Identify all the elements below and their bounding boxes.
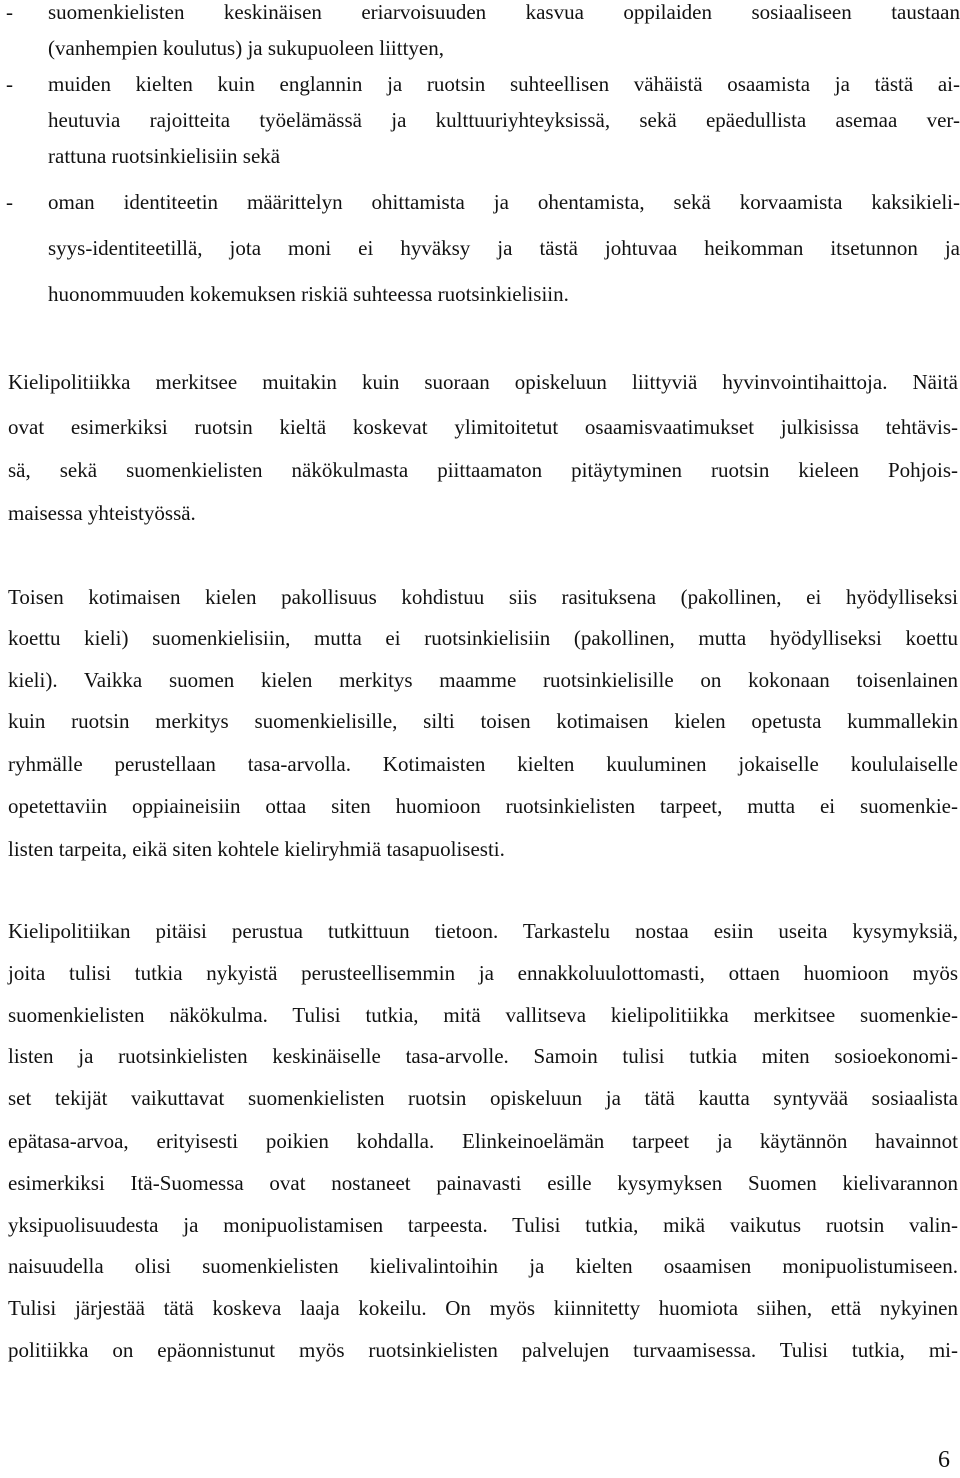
paragraph-line: Tulisi järjestää tätä koskeva laaja kokeilu. On myös kiinnitetty huomiota siihen, että nykyinen — [8, 1296, 958, 1320]
paragraph-line: koettu kieli) suomenkielisiin, mutta ei ruotsinkielisiin (pakollinen, mutta hyödylliseksi koettu — [8, 626, 958, 650]
bullet-marker: - — [6, 0, 13, 24]
paragraph-line: suomenkielisten näkökulma. Tulisi tutkia, mitä vallitseva kielipolitiikka merkitsee suomenkie- — [8, 1003, 958, 1027]
bullet-line: muiden kielten kuin englannin ja ruotsin suhteellisen vähäistä osaamista ja tästä ai- — [48, 72, 960, 96]
paragraph-line: maisessa yhteistyössä. — [8, 501, 196, 525]
bullet-line: oman identiteetin määrittelyn ohittamista ja ohentamista, sekä korvaamista kaksikieli- — [48, 190, 960, 214]
bullet-line: suomenkielisten keskinäisen eriarvoisuuden kasvua oppilaiden sosiaaliseen taustaan — [48, 0, 960, 24]
page-number: 6 — [938, 1447, 950, 1473]
bullet-line: huonommuuden kokemuksen riskiä suhteessa ruotsinkielisiin. — [48, 282, 569, 306]
bullet-marker: - — [6, 190, 13, 214]
paragraph-line: kieli). Vaikka suomen kielen merkitys maamme ruotsinkielisille on kokonaan toisenlainen — [8, 668, 958, 692]
bullet-line: heutuvia rajoitteita työelämässä ja kulttuuriyhteyksissä, sekä epäedullista asemaa ver- — [48, 108, 960, 132]
paragraph-line: kuin ruotsin merkitys suomenkielisille, silti toisen kotimaisen kielen opetusta kummallekin — [8, 709, 958, 733]
bullet-marker: - — [6, 72, 13, 96]
paragraph-line: esimerkiksi Itä-Suomessa ovat nostaneet painavasti esille kysymyksen Suomen kielivarannon — [8, 1171, 958, 1195]
paragraph-line: listen ja ruotsinkielisten keskinäiselle tasa-arvolle. Samoin tulisi tutkia miten sosioekonomi- — [8, 1044, 958, 1068]
paragraph-line: naisuudella olisi suomenkielisten kielivalintoihin ja kielten osaamisen monipuolistumiseen. — [8, 1254, 958, 1278]
paragraph-line: politiikka on epäonnistunut myös ruotsinkielisten palvelujen turvaamisessa. Tulisi tutkia, mi- — [8, 1338, 958, 1362]
paragraph-line: joita tulisi tutkia nykyistä perusteellisemmin ja ennakkoluulottomasti, ottaen huomioon myös — [8, 961, 958, 985]
paragraph-line: opetettaviin oppiaineisiin ottaa siten huomioon ruotsinkielisten tarpeet, mutta ei suomenkie- — [8, 794, 958, 818]
paragraph-line: set tekijät vaikuttavat suomenkielisten ruotsin opiskeluun ja tätä kautta syntyvää sosiaalista — [8, 1086, 958, 1110]
paragraph-line: listen tarpeita, eikä siten kohtele kieliryhmiä tasapuolisesti. — [8, 837, 505, 861]
paragraph-line: Kielipolitiikka merkitsee muitakin kuin suoraan opiskeluun liittyviä hyvinvointihaittoja. Näitä — [8, 370, 958, 394]
paragraph-line: Toisen kotimaisen kielen pakollisuus kohdistuu siis rasituksena (pakollinen, ei hyödylliseksi — [8, 585, 958, 609]
paragraph-line: ovat esimerkiksi ruotsin kieltä koskevat ylimitoitetut osaamisvaatimukset julkisissa tehtävis- — [8, 415, 958, 439]
paragraph-line: ryhmälle perustellaan tasa-arvolla. Kotimaisten kielten kuuluminen jokaiselle koululaiselle — [8, 752, 958, 776]
paragraph-line: epätasa-arvoa, erityisesti poikien kohdalla. Elinkeinoelämän tarpeet ja käytännön havainnot — [8, 1129, 958, 1153]
paragraph-line: Kielipolitiikan pitäisi perustua tutkittuun tietoon. Tarkastelu nostaa esiin useita kysymyksiä, — [8, 919, 958, 943]
bullet-line: rattuna ruotsinkielisiin sekä — [48, 144, 281, 168]
bullet-line: (vanhempien koulutus) ja sukupuoleen liittyen, — [48, 36, 445, 60]
paragraph-line: sä, sekä suomenkielisten näkökulmasta piittaamaton pitäytyminen ruotsin kieleen Pohjois- — [8, 458, 958, 482]
paragraph-line: yksipuolisuudesta ja monipuolistamisen tarpeesta. Tulisi tutkia, mikä vaikutus ruotsin valin- — [8, 1213, 958, 1237]
bullet-line: syys-identiteetillä, jota moni ei hyväksy ja tästä johtuvaa heikomman itsetunnon ja — [48, 236, 960, 260]
